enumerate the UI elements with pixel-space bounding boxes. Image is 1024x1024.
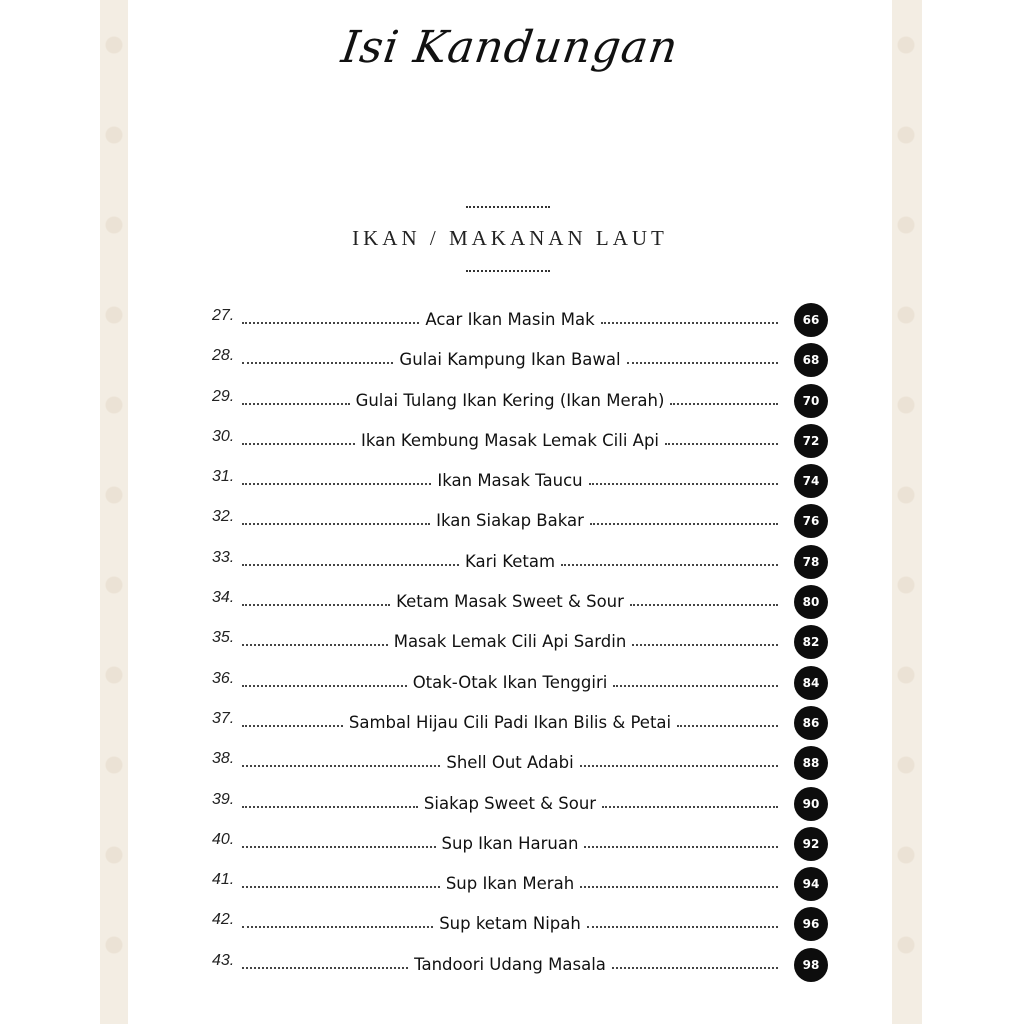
page-number-badge: 70 — [794, 384, 828, 418]
page-number-badge: 88 — [794, 746, 828, 780]
entry-title: Sup Ikan Merah — [445, 874, 575, 894]
page-number-badge: 84 — [794, 666, 828, 700]
dot-leader — [580, 765, 778, 767]
toc-entry[interactable] — [212, 504, 828, 544]
background-pattern — [100, 0, 128, 1024]
toc-entry[interactable] — [212, 585, 828, 625]
entry-title: Ikan Masak Taucu — [437, 471, 583, 491]
entry-number: 35. — [212, 629, 235, 647]
dot-leader — [242, 967, 408, 969]
entry-leader — [242, 750, 778, 772]
entry-number: 31. — [212, 468, 235, 486]
entry-leader — [242, 871, 778, 893]
table-of-contents — [212, 303, 828, 988]
entry-number: 28. — [212, 347, 235, 365]
entry-title: Masak Lemak Cili Api Sardin — [393, 632, 627, 652]
divider-top — [466, 206, 550, 208]
dot-leader — [242, 322, 419, 324]
entry-number: 29. — [212, 387, 235, 405]
entry-title: Tandoori Udang Masala — [414, 954, 606, 974]
dot-leader — [242, 765, 440, 767]
entry-title: Sup Ikan Haruan — [441, 833, 579, 853]
toc-entry[interactable] — [212, 343, 828, 383]
toc-entry[interactable] — [212, 787, 828, 827]
document-page — [128, 0, 892, 1024]
dot-leader — [587, 926, 778, 928]
entry-number: 30. — [212, 427, 235, 445]
entry-number: 39. — [212, 790, 235, 808]
entry-leader — [242, 468, 778, 490]
toc-entry[interactable] — [212, 827, 828, 867]
dot-leader — [602, 806, 778, 808]
dot-leader — [677, 725, 778, 727]
toc-entry[interactable] — [212, 867, 828, 907]
entry-number: 43. — [212, 951, 235, 969]
entry-leader — [242, 629, 778, 651]
entry-leader — [242, 791, 778, 813]
left-background-strip — [100, 0, 128, 1024]
entry-leader — [242, 670, 778, 692]
page-number-badge: 86 — [794, 706, 828, 740]
toc-entry[interactable] — [212, 424, 828, 464]
page-number-badge: 94 — [794, 867, 828, 901]
dot-leader — [242, 926, 433, 928]
dot-leader — [242, 644, 388, 646]
entry-leader — [242, 508, 778, 530]
entry-leader — [242, 307, 778, 329]
entry-number: 38. — [212, 750, 235, 768]
entry-number: 33. — [212, 548, 235, 566]
entry-number: 34. — [212, 589, 235, 607]
dot-leader — [242, 523, 430, 525]
dot-leader — [242, 443, 355, 445]
dot-leader — [242, 846, 436, 848]
page-number-badge: 68 — [794, 343, 828, 377]
page-number-badge: 74 — [794, 464, 828, 498]
section-title: IKAN / MAKANAN LAUT — [352, 226, 668, 250]
dot-leader — [613, 685, 778, 687]
entry-title: Gulai Tulang Ikan Kering (Ikan Merah) — [355, 390, 665, 410]
dot-leader — [242, 806, 418, 808]
dot-leader — [584, 846, 778, 848]
page-number-badge: 90 — [794, 787, 828, 821]
dot-leader — [665, 443, 778, 445]
page-number-badge: 96 — [794, 907, 828, 941]
background-pattern — [892, 0, 922, 1024]
entry-leader — [242, 710, 778, 732]
dot-leader — [627, 362, 778, 364]
dot-leader — [670, 403, 778, 405]
entry-title: Sambal Hijau Cili Padi Ikan Bilis & Petai — [348, 712, 672, 732]
toc-entry[interactable] — [212, 625, 828, 665]
toc-entry[interactable] — [212, 545, 828, 585]
entry-leader — [242, 428, 778, 450]
entry-number: 42. — [212, 911, 235, 929]
page-number-badge: 80 — [794, 585, 828, 619]
entry-number: 40. — [212, 830, 235, 848]
dot-leader — [242, 685, 407, 687]
entry-leader — [242, 831, 778, 853]
entry-title: Ikan Siakap Bakar — [436, 511, 584, 531]
entry-title: Otak-Otak Ikan Tenggiri — [412, 672, 608, 692]
entry-title: Sup ketam Nipah — [439, 914, 581, 934]
entry-leader — [242, 911, 778, 933]
entry-title: Siakap Sweet & Sour — [423, 793, 597, 813]
toc-entry[interactable] — [212, 384, 828, 424]
right-background-strip — [892, 0, 922, 1024]
page-title: Isi Kandungan — [338, 22, 682, 73]
entry-title: Ketam Masak Sweet & Sour — [396, 592, 624, 612]
dot-leader — [242, 362, 393, 364]
dot-leader — [589, 483, 778, 485]
entry-title: Ikan Kembung Masak Lemak Cili Api — [360, 430, 660, 450]
entry-number: 37. — [212, 709, 235, 727]
toc-entry[interactable] — [212, 746, 828, 786]
toc-entry[interactable] — [212, 706, 828, 746]
toc-entry[interactable] — [212, 907, 828, 947]
page-number-badge: 72 — [794, 424, 828, 458]
toc-entry[interactable] — [212, 948, 828, 988]
entry-title: Acar Ikan Masin Mak — [425, 310, 595, 329]
page-number-badge: 78 — [794, 545, 828, 579]
entry-leader — [242, 952, 778, 974]
page-number-badge: 98 — [794, 948, 828, 982]
entry-number: 32. — [212, 508, 235, 526]
entry-number: 27. — [212, 307, 235, 324]
toc-entry[interactable] — [212, 464, 828, 504]
dot-leader — [601, 322, 778, 324]
page-number-badge: 66 — [794, 303, 828, 337]
dot-leader — [242, 604, 390, 606]
toc-entry[interactable] — [212, 303, 828, 343]
entry-title: Gulai Kampung Ikan Bawal — [399, 350, 621, 370]
dot-leader — [612, 967, 778, 969]
page-number-badge: 82 — [794, 625, 828, 659]
dot-leader — [242, 564, 459, 566]
dot-leader — [242, 725, 343, 727]
entry-number: 36. — [212, 669, 235, 687]
entry-title: Kari Ketam — [464, 551, 556, 571]
dot-leader — [242, 886, 440, 888]
divider-bottom — [466, 270, 550, 272]
dot-leader — [632, 644, 778, 646]
dot-leader — [561, 564, 778, 566]
entry-leader — [242, 347, 778, 369]
dot-leader — [590, 523, 778, 525]
entry-number: 41. — [212, 871, 235, 889]
entry-title: Shell Out Adabi — [446, 753, 574, 773]
dot-leader — [580, 886, 778, 888]
entry-leader — [242, 589, 778, 611]
dot-leader — [630, 604, 778, 606]
page-number-badge: 76 — [794, 504, 828, 538]
entry-leader — [242, 388, 778, 410]
entry-leader — [242, 549, 778, 571]
dot-leader — [242, 483, 431, 485]
dot-leader — [242, 403, 350, 405]
toc-entry[interactable] — [212, 666, 828, 706]
page-number-badge: 92 — [794, 827, 828, 861]
